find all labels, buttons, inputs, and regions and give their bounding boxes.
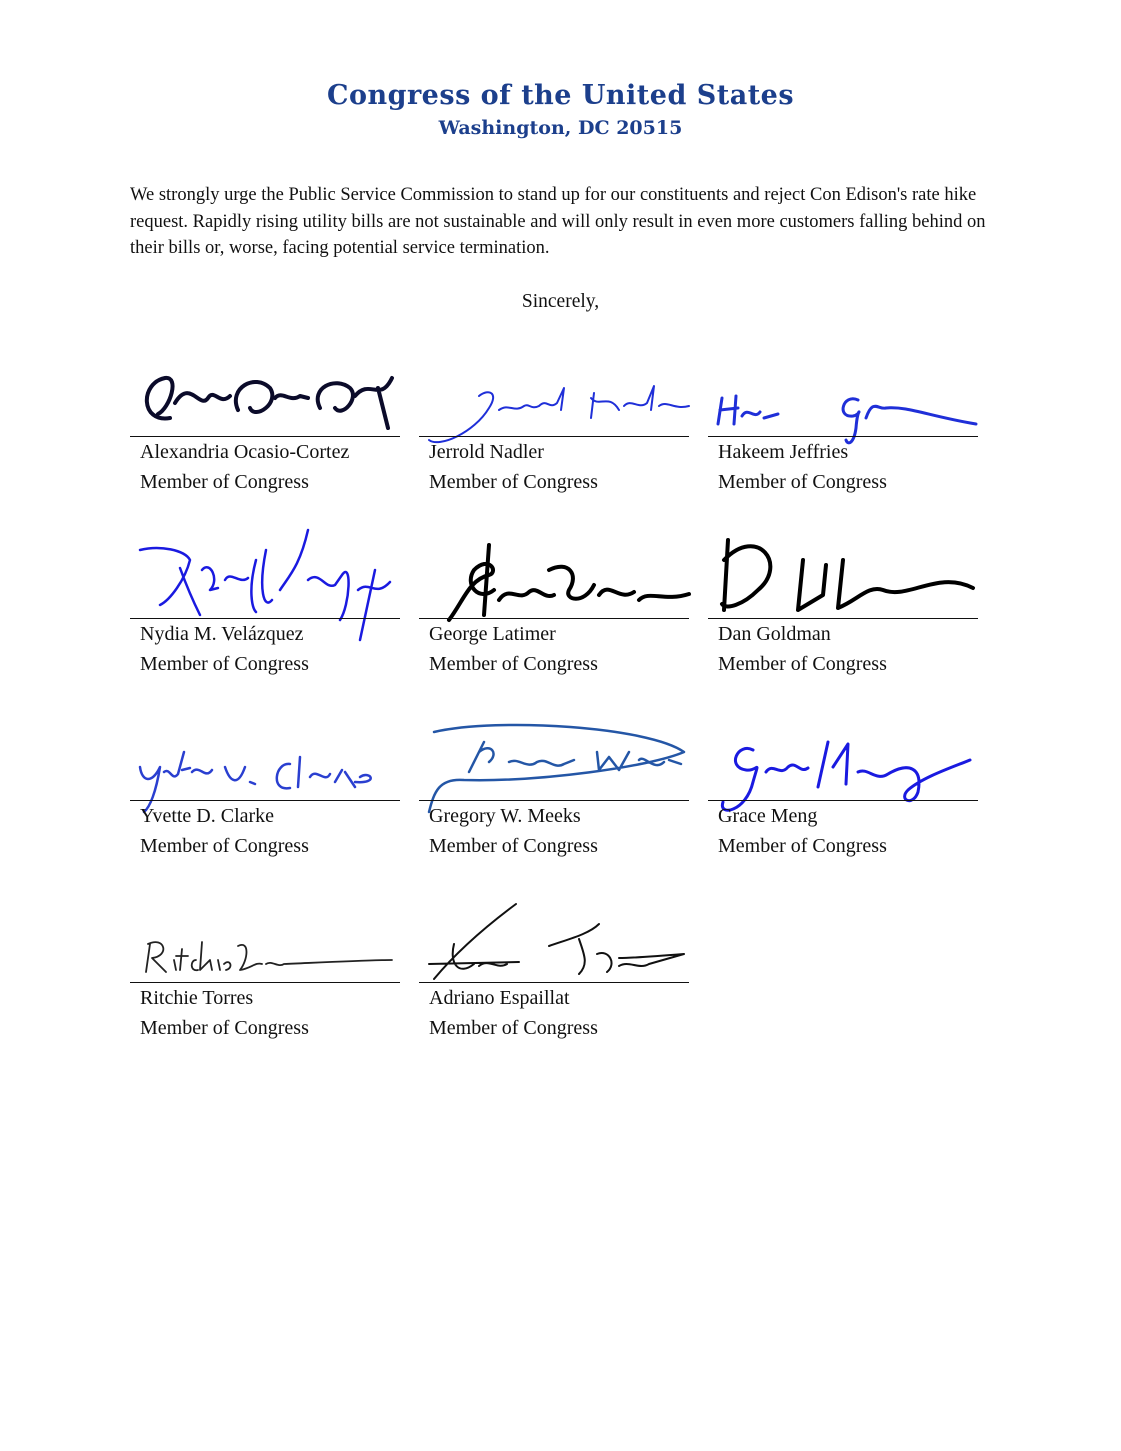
signatory-title: Member of Congress xyxy=(429,835,598,857)
signatory-name: Adriano Espaillat xyxy=(429,987,570,1009)
signatory-name: Ritchie Torres xyxy=(140,987,254,1009)
signature-block xyxy=(419,348,689,493)
signatory-title: Member of Congress xyxy=(140,653,309,675)
signature-block xyxy=(419,530,689,675)
signature-block xyxy=(130,530,400,675)
signatory-title: Member of Congress xyxy=(140,1017,309,1039)
signatory-title: Member of Congress xyxy=(429,1017,598,1039)
signature-block xyxy=(419,712,689,857)
signature-block xyxy=(708,530,978,675)
signatory-title: Member of Congress xyxy=(718,653,887,675)
signatory-title: Member of Congress xyxy=(140,471,309,493)
letterhead-title: Congress of the United States xyxy=(326,80,795,111)
signature-line xyxy=(419,800,689,801)
signature-line xyxy=(708,800,978,801)
signatory-name: Nydia M. Velázquez xyxy=(140,623,304,645)
signature-line xyxy=(419,618,689,619)
signatory-title: Member of Congress xyxy=(140,835,309,857)
signatory-title: Member of Congress xyxy=(718,835,887,857)
letter-body: We strongly urge the Public Service Commission to stand up for our constituents and reject Con Edison's rate hike request. Rapidly rising utility bills are not sustainable and will only result in even more customers falling behind on their bills or, worse, facing potential service termination. xyxy=(130,185,986,258)
closing: Sincerely, xyxy=(521,291,600,312)
signature-line xyxy=(130,800,400,801)
signatory-title: Member of Congress xyxy=(429,653,598,675)
signature-line xyxy=(419,982,689,983)
signature-block xyxy=(130,712,400,857)
signatory-name: Grace Meng xyxy=(718,805,818,827)
signatory-name: Gregory W. Meeks xyxy=(429,805,581,827)
signature-line xyxy=(419,436,689,437)
signature-line xyxy=(130,618,400,619)
signature-line xyxy=(708,618,978,619)
signature-block xyxy=(130,348,400,493)
signatory-name: Hakeem Jeffries xyxy=(718,441,849,463)
signature-block xyxy=(419,894,689,1039)
letterhead xyxy=(0,78,1121,142)
signatory-name: Alexandria Ocasio-Cortez xyxy=(140,441,350,463)
signatory-name: Yvette D. Clarke xyxy=(140,805,275,827)
signatory-title: Member of Congress xyxy=(718,471,887,493)
letterhead-subtitle: Washington, DC 20515 xyxy=(438,117,683,139)
signature-line xyxy=(130,982,400,983)
signature-block xyxy=(130,894,400,1039)
signature-line xyxy=(708,436,978,437)
signatory-title: Member of Congress xyxy=(429,471,598,493)
signature-block xyxy=(708,348,978,493)
signatory-name: Dan Goldman xyxy=(718,623,831,645)
signatory-name: George Latimer xyxy=(429,623,556,645)
signature-line xyxy=(130,436,400,437)
signature-block xyxy=(708,712,978,857)
signatory-name: Jerrold Nadler xyxy=(429,441,544,463)
